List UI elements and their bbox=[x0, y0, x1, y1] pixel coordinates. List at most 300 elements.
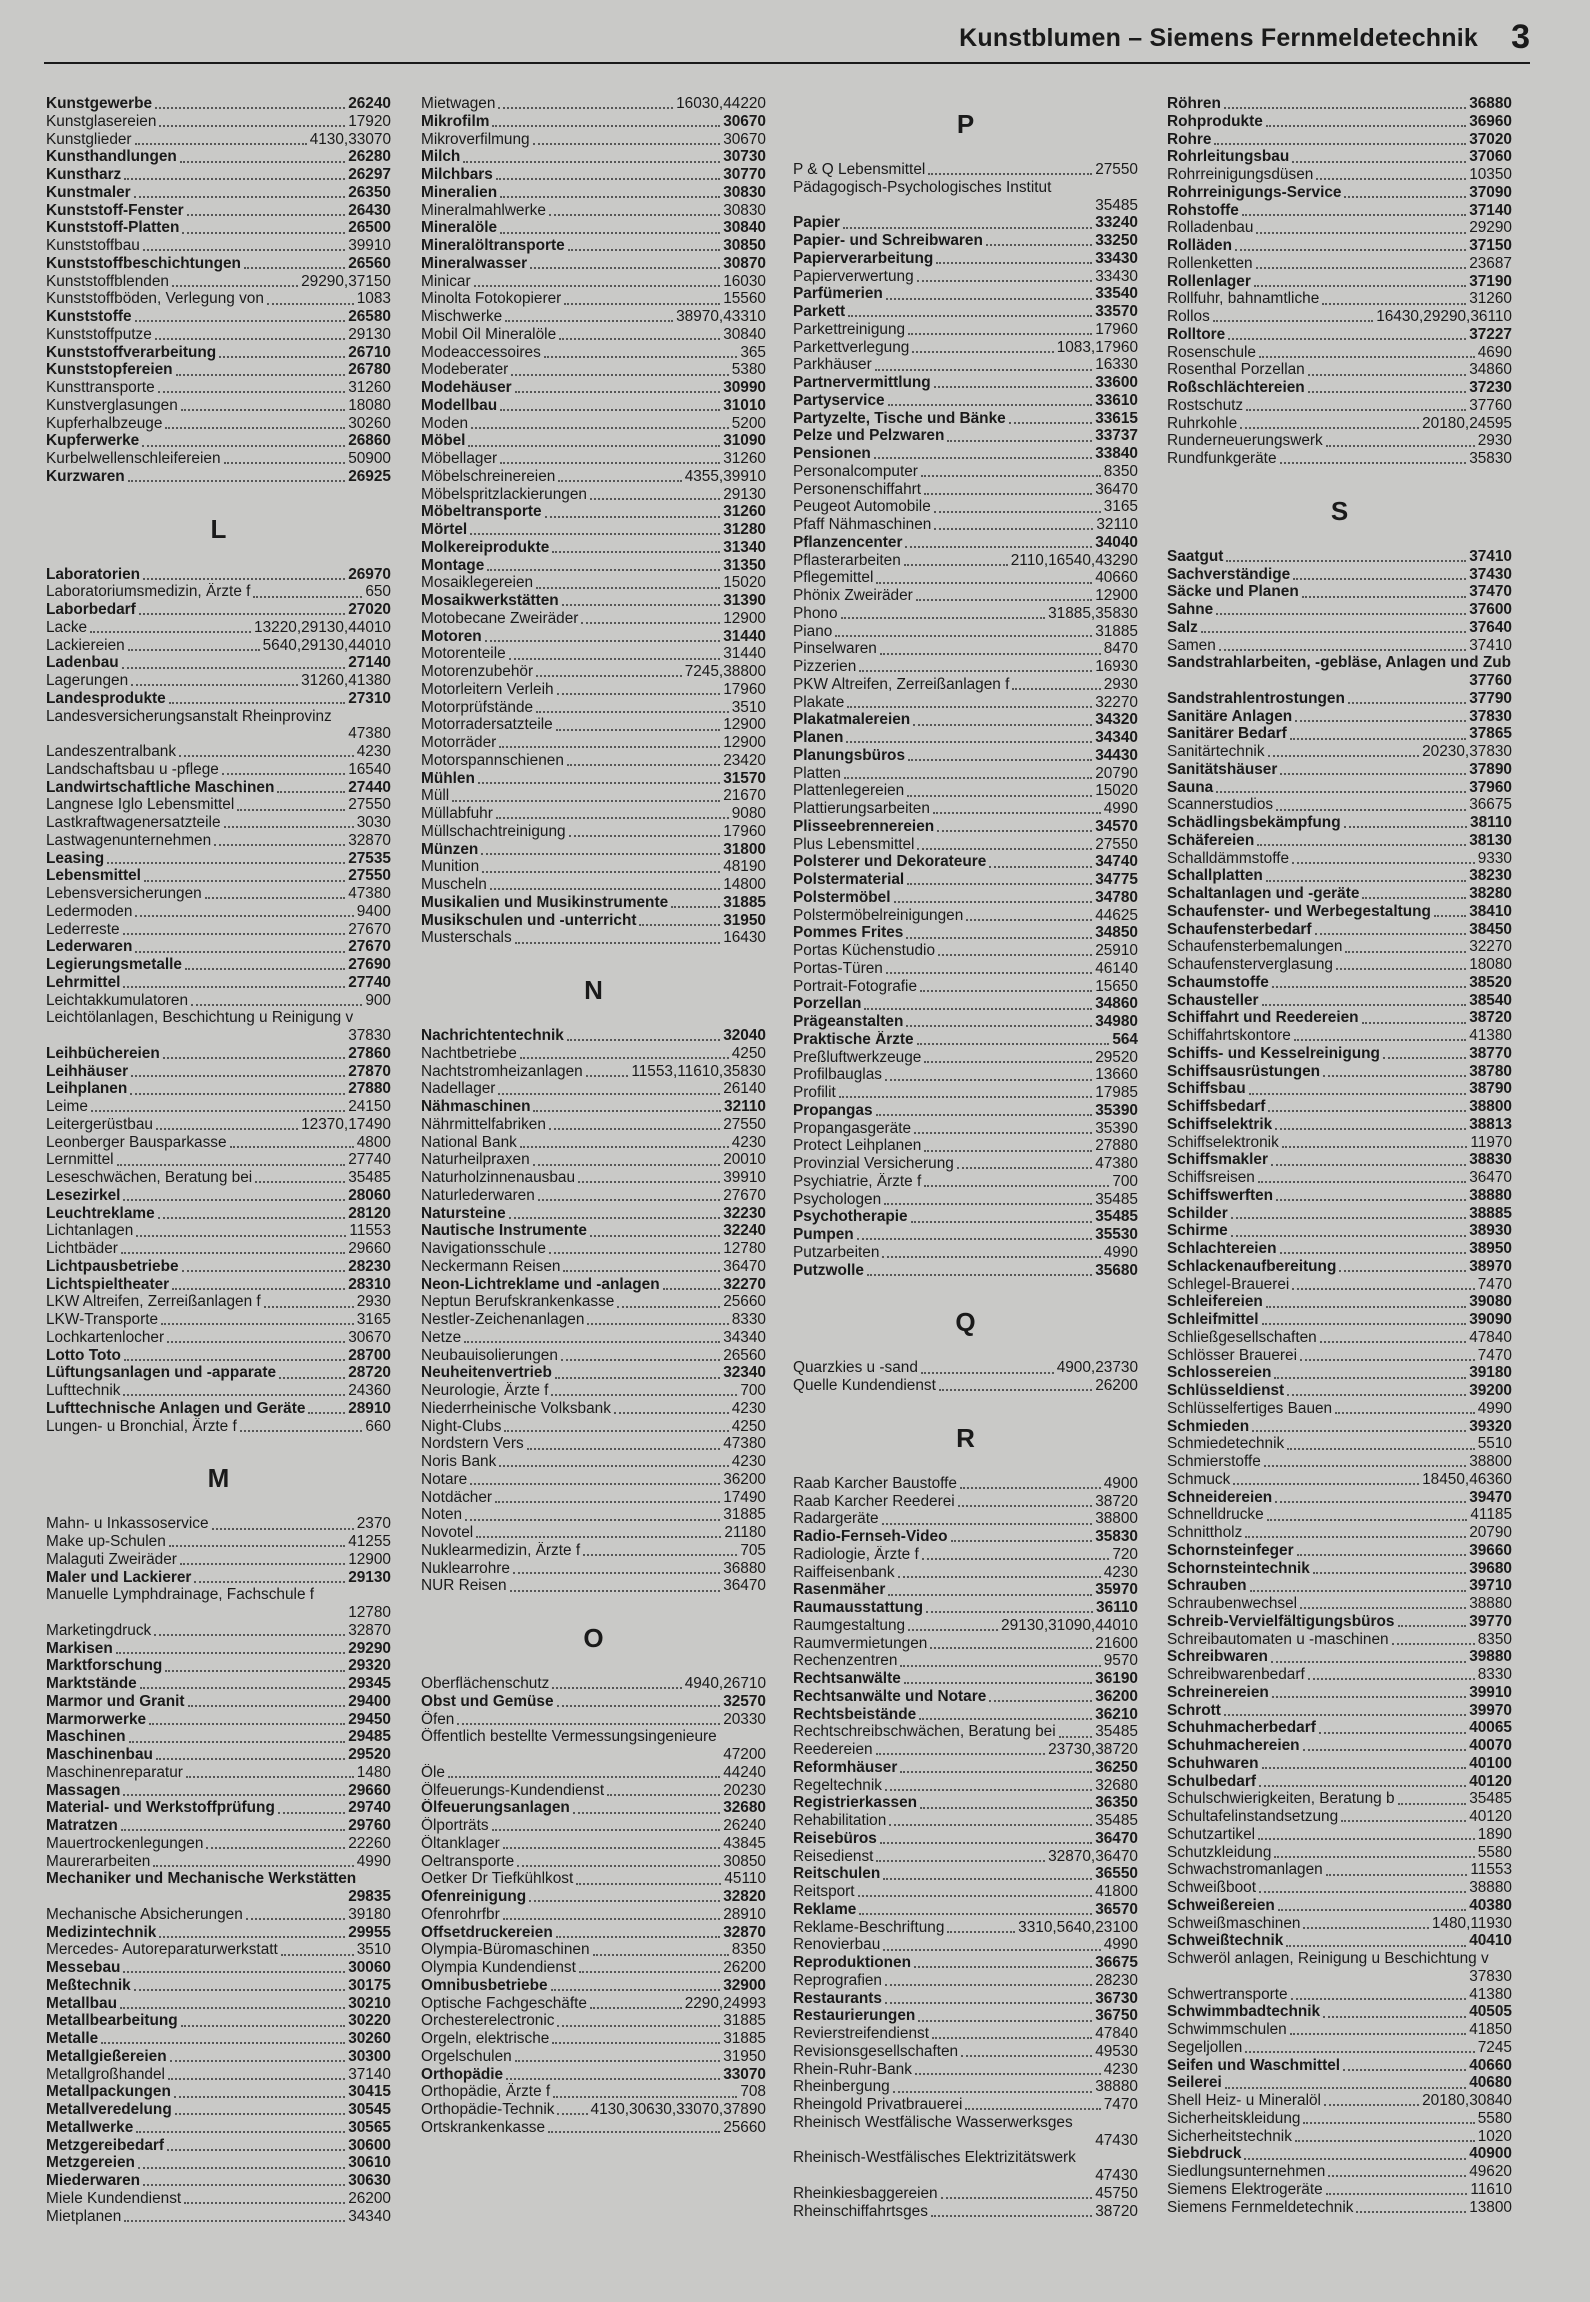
entry-term: Siedlungsunternehmen bbox=[1167, 2163, 1326, 2180]
entry-page-ref: 4230 bbox=[731, 1133, 766, 1151]
index-entry bbox=[46, 273, 391, 291]
entry-page-ref: 27740 bbox=[348, 1151, 391, 1169]
dot-leader bbox=[593, 1953, 729, 1956]
entry-term: Schaufensterbedarf bbox=[1167, 920, 1312, 938]
entry-term: Material- und Werkstoffprüfung bbox=[46, 1799, 275, 1817]
dot-leader bbox=[1324, 2103, 1419, 2106]
entry-page-ref: 30670 bbox=[723, 130, 766, 148]
entry-term: Montage bbox=[421, 556, 485, 574]
entry-page-ref: 13220,29130,44010 bbox=[254, 618, 391, 636]
entry-page-ref: 4990 bbox=[1103, 800, 1138, 817]
index-entry bbox=[46, 1063, 391, 1081]
entry-term: Pflasterarbeiten bbox=[793, 551, 901, 569]
entry-page-ref: 20330 bbox=[723, 1710, 766, 1728]
entry-page-ref: 36470 bbox=[723, 1257, 766, 1275]
dot-leader bbox=[506, 2077, 720, 2080]
dot-leader bbox=[545, 515, 721, 518]
entry-term: Metallgroßhandel bbox=[46, 2065, 165, 2083]
dot-leader bbox=[915, 2072, 1101, 2075]
entry-page-ref: 4990 bbox=[1103, 1936, 1138, 1954]
dot-leader bbox=[549, 213, 720, 216]
entry-term: Orgeln, elektrische bbox=[421, 2030, 550, 2047]
entry-page-ref: 38540 bbox=[1469, 991, 1512, 1009]
dot-leader bbox=[941, 2196, 1093, 2199]
dot-leader bbox=[1326, 1873, 1468, 1876]
index-entry bbox=[421, 557, 766, 575]
dot-leader bbox=[1258, 1837, 1475, 1840]
entry-term: Schwertransporte bbox=[1167, 1985, 1288, 2003]
dot-leader bbox=[590, 2006, 682, 2009]
entry-page-ref: 1480 bbox=[356, 1763, 391, 1781]
index-entry bbox=[46, 1657, 391, 1675]
entry-term: Neubauisolierungen bbox=[421, 1346, 558, 1364]
entry-page-ref: 49530 bbox=[1095, 2042, 1138, 2060]
index-entry bbox=[1167, 237, 1512, 255]
entry-term: Naturlederwaren bbox=[421, 1186, 535, 1204]
index-entry bbox=[421, 1711, 766, 1729]
entry-page-ref: 43845 bbox=[723, 1834, 766, 1852]
entry-page-ref: 29450 bbox=[348, 1710, 391, 1728]
dot-leader bbox=[876, 1752, 1046, 1755]
dot-leader bbox=[920, 1806, 1092, 1809]
entry-page-ref: 28120 bbox=[348, 1204, 391, 1222]
entry-page-ref: 35530 bbox=[1095, 1226, 1138, 1243]
entry-page-ref: 16930 bbox=[1095, 658, 1138, 675]
entry-term: Malaguti Zweiräder bbox=[46, 1550, 177, 1568]
index-entry bbox=[793, 587, 1138, 605]
dot-leader bbox=[149, 1722, 345, 1725]
entry-page-ref: 11553 bbox=[1470, 1861, 1512, 1879]
dot-leader bbox=[1242, 213, 1466, 216]
index-entry bbox=[793, 1528, 1138, 1546]
entry-term: Schmuck bbox=[1167, 1470, 1231, 1488]
dot-leader bbox=[1328, 2174, 1466, 2177]
index-entry bbox=[421, 1329, 766, 1347]
entry-term: Nordstern Vers bbox=[421, 1435, 524, 1453]
entry-term: Naturheilpraxen bbox=[421, 1151, 530, 1169]
index-entry bbox=[421, 1098, 766, 1116]
entry-term: Rundfunkgeräte bbox=[1167, 450, 1277, 467]
index-entry bbox=[793, 2078, 1138, 2096]
index-entry bbox=[421, 592, 766, 610]
index-entry bbox=[793, 2185, 1138, 2203]
entry-term: Maler und Lackierer bbox=[46, 1568, 192, 1586]
dot-leader bbox=[1291, 1997, 1467, 2000]
entry-page-ref: 28230 bbox=[348, 1257, 391, 1275]
entry-page-ref: 40380 bbox=[1469, 1896, 1512, 1914]
entry-page-ref: 40505 bbox=[1469, 2003, 1512, 2021]
entry-page-ref: 38800 bbox=[1469, 1453, 1512, 1470]
index-entry bbox=[421, 184, 766, 202]
index-entry bbox=[793, 1031, 1138, 1049]
index-entry bbox=[46, 237, 391, 255]
entry-term: Revierstreifendienst bbox=[793, 2025, 930, 2042]
index-entry bbox=[1167, 1861, 1512, 1879]
entry-page-ref: 24360 bbox=[348, 1382, 391, 1399]
entry-term: Radio-Fernseh-Video bbox=[793, 1528, 948, 1545]
entry-term: Lungen- u Bronchial, Ärzte f bbox=[46, 1417, 237, 1435]
entry-page-ref: 12370,17490 bbox=[301, 1115, 391, 1133]
entry-page-ref: 27535 bbox=[348, 849, 391, 867]
entry-term: Mercedes- Autoreparaturwerkstatt bbox=[46, 1941, 278, 1959]
index-entry bbox=[46, 1799, 391, 1817]
entry-term: Schwimmbadtechnik bbox=[1167, 2003, 1321, 2021]
entry-term: Restaurants bbox=[793, 1989, 882, 2007]
entry-term: Reprografien bbox=[793, 1971, 882, 1989]
dot-leader bbox=[843, 226, 1092, 229]
dot-leader bbox=[278, 1811, 345, 1814]
index-entry bbox=[1167, 1666, 1512, 1684]
index-entry bbox=[46, 344, 391, 362]
entry-page-ref: 34430 bbox=[1095, 746, 1138, 764]
entry-term: Kunststoffe bbox=[46, 308, 132, 325]
dot-leader bbox=[889, 1823, 1092, 1826]
entry-term: Orgelschulen bbox=[421, 2047, 512, 2065]
entry-page-ref: 44625 bbox=[1095, 906, 1138, 924]
index-entry bbox=[421, 1382, 766, 1400]
entry-page-ref: 36190 bbox=[1095, 1670, 1138, 1687]
dot-leader bbox=[1303, 1926, 1428, 1929]
index-entry bbox=[1167, 1364, 1512, 1382]
entry-page-ref: 47430 bbox=[1095, 2131, 1138, 2149]
entry-term: PKW Altreifen, Zerreißanlagen f bbox=[793, 675, 1010, 693]
dot-leader bbox=[1225, 2086, 1466, 2089]
entry-page-ref: 31280 bbox=[723, 521, 766, 538]
dot-leader bbox=[847, 705, 1092, 708]
entry-page-ref: 34040 bbox=[1095, 533, 1138, 551]
entry-term: Propangasgeräte bbox=[793, 1119, 912, 1137]
dot-leader bbox=[1319, 1731, 1466, 1734]
dot-leader bbox=[876, 581, 1092, 584]
entry-term: Rohstoffe bbox=[1167, 201, 1239, 219]
dot-leader bbox=[874, 456, 1092, 459]
entry-term: Rohrreinigungs-Service bbox=[1167, 183, 1342, 201]
entry-page-ref: 37060 bbox=[1469, 148, 1512, 166]
dot-leader bbox=[536, 674, 682, 677]
entry-page-ref: 29520 bbox=[1095, 1048, 1138, 1066]
index-entry bbox=[421, 1116, 766, 1134]
index-entry bbox=[421, 1977, 766, 1995]
index-entry bbox=[421, 432, 766, 450]
entry-page-ref: 31260 bbox=[348, 379, 391, 396]
entry-term: Kurbelwellenschleifereien bbox=[46, 450, 221, 467]
entry-page-ref: 37760 bbox=[1469, 672, 1512, 689]
entry-page-ref: 37865 bbox=[1469, 725, 1512, 743]
index-entry bbox=[1167, 113, 1512, 131]
dot-leader bbox=[1295, 2139, 1475, 2142]
entry-page-ref: 29130,31090,44010 bbox=[1001, 1616, 1138, 1634]
entry-term: Musikalien und Musikinstrumente bbox=[421, 893, 669, 911]
entry-term: Mietwagen bbox=[421, 95, 496, 112]
index-entry bbox=[1167, 148, 1512, 166]
index-entry bbox=[421, 752, 766, 770]
index-entry bbox=[793, 232, 1138, 250]
dot-leader bbox=[184, 2201, 345, 2204]
index-entry bbox=[793, 1830, 1138, 1848]
entry-page-ref: 564 bbox=[1112, 1030, 1138, 1048]
dot-leader bbox=[255, 1180, 345, 1183]
index-entry bbox=[1167, 867, 1512, 885]
dot-leader bbox=[905, 545, 1092, 548]
dot-leader bbox=[182, 1269, 346, 1272]
dot-leader bbox=[180, 1562, 345, 1565]
dot-leader bbox=[1262, 1766, 1467, 1769]
dot-leader bbox=[907, 882, 1092, 885]
entry-page-ref: 41380 bbox=[1469, 1027, 1512, 1044]
entry-page-ref: 20010 bbox=[723, 1151, 766, 1169]
index-entry bbox=[46, 361, 391, 379]
index-entry bbox=[46, 1533, 391, 1551]
entry-term: Lastkraftwagenersatzteile bbox=[46, 814, 221, 831]
index-entry bbox=[793, 729, 1138, 747]
entry-term: Mineralöle bbox=[421, 219, 498, 237]
entry-term: Kunststoff-Fenster bbox=[46, 201, 184, 219]
dot-leader bbox=[495, 1500, 720, 1503]
entry-term: Schwimmschulen bbox=[1167, 2021, 1287, 2038]
entry-term: Parkettreinigung bbox=[793, 320, 906, 338]
dot-leader bbox=[544, 355, 738, 358]
index-entry bbox=[793, 2149, 1138, 2185]
entry-term: Kunstverglasungen bbox=[46, 396, 178, 414]
dot-leader bbox=[938, 953, 1092, 956]
entry-page-ref: 32340 bbox=[723, 1364, 766, 1382]
index-entry bbox=[1167, 1542, 1512, 1560]
dot-leader bbox=[176, 373, 346, 376]
entry-page-ref: 30545 bbox=[348, 2101, 391, 2118]
entry-page-ref: 26297 bbox=[348, 166, 391, 183]
entry-page-ref: 37890 bbox=[1469, 760, 1512, 778]
entry-term: Leasing bbox=[46, 849, 105, 867]
entry-page-ref: 40410 bbox=[1469, 1932, 1512, 1950]
entry-term: Milchbars bbox=[421, 166, 493, 183]
dot-leader bbox=[90, 630, 251, 633]
entry-term: Kunststoffputze bbox=[46, 325, 152, 343]
index-entry bbox=[46, 95, 391, 113]
index-entry bbox=[1167, 725, 1512, 743]
entry-page-ref: 40660 bbox=[1095, 569, 1138, 587]
entry-term: Markisen bbox=[46, 1639, 113, 1657]
dot-leader bbox=[485, 639, 720, 642]
entry-term: Schiffahrtskontore bbox=[1167, 1027, 1291, 1044]
index-entry bbox=[421, 841, 766, 859]
entry-term: Portas Küchenstudio bbox=[793, 942, 936, 959]
entry-page-ref: 26710 bbox=[348, 343, 391, 361]
dot-leader bbox=[128, 479, 346, 482]
dot-leader bbox=[846, 740, 1092, 743]
entry-term: Planungsbüros bbox=[793, 746, 906, 764]
entry-term: Rheinisch Westfälische Wasserwerksges bbox=[793, 2113, 1073, 2131]
index-entry bbox=[1167, 415, 1512, 433]
dot-leader bbox=[1245, 2050, 1474, 2053]
dot-leader bbox=[880, 1841, 1092, 1844]
entry-term: Renovierbau bbox=[793, 1936, 881, 1954]
index-entry bbox=[421, 1835, 766, 1853]
entry-page-ref: 30300 bbox=[348, 2047, 391, 2065]
entry-page-ref: 45750 bbox=[1095, 2184, 1138, 2202]
index-entry bbox=[46, 1977, 391, 1995]
index-entry bbox=[1167, 1169, 1512, 1187]
entry-page-ref: 49620 bbox=[1469, 2163, 1512, 2180]
entry-page-ref: 33430 bbox=[1095, 267, 1138, 285]
index-entry bbox=[1167, 166, 1512, 184]
entry-term: Schlüsseldienst bbox=[1167, 1382, 1285, 1399]
index-entry bbox=[46, 2048, 391, 2066]
index-entry bbox=[46, 2119, 391, 2137]
entry-page-ref: 29320 bbox=[348, 1657, 391, 1675]
dot-leader bbox=[172, 1287, 345, 1290]
dot-leader bbox=[911, 1220, 1093, 1223]
index-entry bbox=[421, 2048, 766, 2066]
entry-page-ref: 33240 bbox=[1095, 214, 1138, 232]
entry-page-ref: 36570 bbox=[1095, 1900, 1138, 1918]
dot-leader bbox=[174, 2095, 345, 2098]
index-entry bbox=[793, 676, 1138, 694]
entry-page-ref: 31885 bbox=[723, 2030, 766, 2047]
index-entry bbox=[1167, 1915, 1512, 1933]
entry-page-ref: 35830 bbox=[1469, 450, 1512, 467]
entry-page-ref: 39080 bbox=[1469, 1293, 1512, 1311]
entry-term: Naturholzinnenausbau bbox=[421, 1169, 576, 1186]
dot-leader bbox=[496, 816, 729, 819]
entry-term: Kunststoffböden, Verlegung von bbox=[46, 290, 264, 308]
entry-page-ref: 36675 bbox=[1095, 1954, 1138, 1971]
entry-page-ref: 35485 bbox=[348, 1169, 391, 1186]
entry-page-ref: 34860 bbox=[1095, 995, 1138, 1013]
dot-leader bbox=[989, 1699, 1092, 1702]
index-entry bbox=[421, 1728, 766, 1764]
entry-page-ref: 27550 bbox=[348, 796, 391, 814]
dot-leader bbox=[205, 896, 345, 899]
index-entry bbox=[793, 924, 1138, 942]
dot-leader bbox=[1339, 1269, 1466, 1272]
entry-term: Sauna bbox=[1167, 778, 1214, 796]
dot-leader bbox=[515, 2059, 721, 2062]
dot-leader bbox=[1308, 1677, 1475, 1680]
index-entry bbox=[1167, 619, 1512, 637]
entry-page-ref: 35390 bbox=[1095, 1119, 1138, 1137]
index-entry bbox=[793, 658, 1138, 676]
dot-leader bbox=[556, 1935, 720, 1938]
entry-term: Reisedienst bbox=[793, 1847, 874, 1865]
entry-term: Metalle bbox=[46, 2030, 99, 2047]
entry-page-ref: 26780 bbox=[348, 361, 391, 379]
index-entry bbox=[793, 1493, 1138, 1511]
dot-leader bbox=[1344, 195, 1466, 198]
dot-leader bbox=[124, 1358, 345, 1361]
index-entry bbox=[793, 516, 1138, 534]
entry-page-ref: 46140 bbox=[1095, 959, 1138, 977]
dot-leader bbox=[505, 319, 673, 322]
index-entry bbox=[46, 867, 391, 885]
entry-page-ref: 29760 bbox=[348, 1817, 391, 1834]
index-entry bbox=[1167, 326, 1512, 344]
entry-page-ref: 17960 bbox=[723, 680, 766, 698]
entry-term: Plattierungsarbeiten bbox=[793, 800, 930, 817]
entry-page-ref: 38410 bbox=[1469, 902, 1512, 920]
dot-leader bbox=[129, 1740, 346, 1743]
index-entry bbox=[793, 2114, 1138, 2150]
dot-leader bbox=[1259, 1890, 1466, 1893]
dot-leader bbox=[914, 1965, 1092, 1968]
entry-term: Quarzkies u -sand bbox=[793, 1359, 918, 1377]
index-entry bbox=[1167, 2163, 1512, 2181]
entry-term: Kupferwerke bbox=[46, 432, 140, 450]
entry-term: Schiffsbedarf bbox=[1167, 1098, 1266, 1115]
index-entry bbox=[421, 858, 766, 876]
index-entry bbox=[793, 534, 1138, 552]
entry-term: Schlegel-Brauerei bbox=[1167, 1275, 1290, 1293]
entry-page-ref: 34775 bbox=[1095, 871, 1138, 888]
entry-term: Mineralien bbox=[421, 183, 498, 201]
entry-term: Rollos bbox=[1167, 308, 1210, 325]
entry-page-ref: 28060 bbox=[348, 1186, 391, 1204]
index-entry bbox=[1167, 1382, 1512, 1400]
index-entry bbox=[793, 1972, 1138, 1990]
entry-term: Laboratoriumsmedizin, Ärzte f bbox=[46, 583, 251, 601]
entry-page-ref: 17960 bbox=[723, 822, 766, 840]
index-entry bbox=[421, 379, 766, 397]
entry-term: Motorspannschienen bbox=[421, 751, 564, 769]
entry-page-ref: 4230 bbox=[1103, 1563, 1138, 1581]
index-entry bbox=[46, 761, 391, 779]
entry-page-ref: 41380 bbox=[1469, 1985, 1512, 2003]
entry-page-ref: 30565 bbox=[348, 2118, 391, 2136]
dot-leader bbox=[224, 825, 354, 828]
entry-term: Musikschulen und -unterricht bbox=[421, 911, 637, 929]
entry-term: Raumgestaltung bbox=[793, 1616, 906, 1634]
index-entry bbox=[46, 1941, 391, 1959]
entry-page-ref: 4690 bbox=[1477, 343, 1512, 361]
index-entry bbox=[793, 410, 1138, 428]
entry-page-ref: 28910 bbox=[723, 1905, 766, 1923]
index-entry bbox=[793, 747, 1138, 765]
dot-leader bbox=[583, 1553, 737, 1556]
index-entry bbox=[421, 1506, 766, 1524]
entry-term: Schiffswerften bbox=[1167, 1186, 1274, 1204]
entry-page-ref: 12900 bbox=[723, 734, 766, 751]
dot-leader bbox=[581, 621, 720, 624]
entry-page-ref: 1083 bbox=[356, 290, 391, 308]
index-entry bbox=[46, 1906, 391, 1924]
index-entry bbox=[793, 1137, 1138, 1155]
index-entry bbox=[421, 1435, 766, 1453]
dot-leader bbox=[1320, 1340, 1466, 1343]
dot-leader bbox=[180, 160, 345, 163]
entry-term: Kunststopfereien bbox=[46, 361, 173, 379]
dot-leader bbox=[1326, 444, 1475, 447]
index-entry bbox=[421, 539, 766, 557]
entry-term: Provinzial Versicherung bbox=[793, 1155, 954, 1172]
entry-page-ref: 38780 bbox=[1469, 1062, 1512, 1080]
index-entry bbox=[421, 1276, 766, 1294]
entry-page-ref: 26280 bbox=[348, 148, 391, 166]
index-entry bbox=[793, 640, 1138, 658]
entry-term: Papierverwertung bbox=[793, 267, 914, 285]
dot-leader bbox=[934, 510, 1101, 513]
entry-page-ref: 4900,23730 bbox=[1056, 1359, 1138, 1377]
entry-page-ref: 4800 bbox=[356, 1133, 391, 1151]
entry-page-ref: 16540 bbox=[348, 760, 391, 778]
index-entry bbox=[1167, 1222, 1512, 1240]
entry-page-ref: 34570 bbox=[1095, 817, 1138, 835]
entry-term: Peugeot Automobile bbox=[793, 498, 931, 516]
entry-term: Leuchtreklame bbox=[46, 1204, 155, 1222]
entry-term: Polstermaterial bbox=[793, 871, 905, 888]
index-entry bbox=[793, 250, 1138, 268]
entry-page-ref: 13660 bbox=[1095, 1066, 1138, 1084]
index-entry bbox=[46, 1764, 391, 1782]
entry-term: Schädlingsbekämpfung bbox=[1167, 814, 1341, 831]
